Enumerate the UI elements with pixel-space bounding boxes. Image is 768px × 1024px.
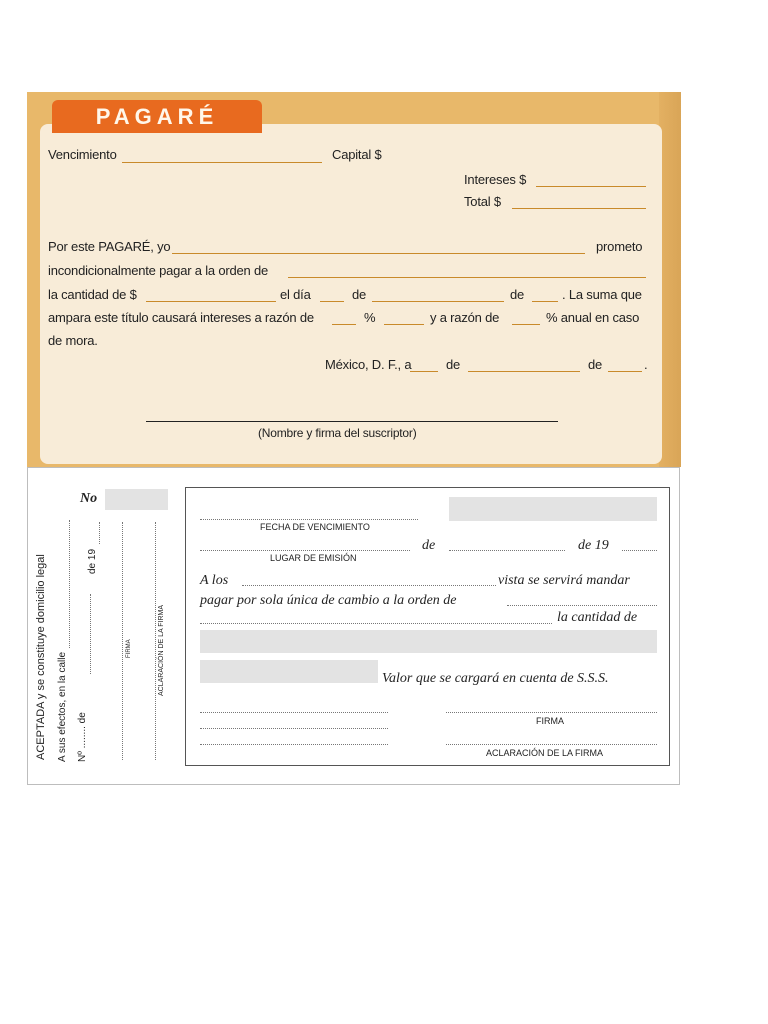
percent-label-1: % [364, 310, 376, 325]
orden-de-field[interactable] [288, 277, 646, 278]
cantidad-de-label: la cantidad de [557, 610, 638, 625]
de-19-label: de 19 [578, 538, 609, 553]
domicilio-field[interactable] [90, 594, 91, 674]
pagar-por-label: pagar por sola única de cambio a la orden de [200, 593, 457, 608]
girado-field-2[interactable] [200, 728, 388, 729]
dia-field[interactable] [320, 301, 344, 302]
girado-field-3[interactable] [200, 744, 388, 745]
ampara-label: ampara este título causará intereses a razón de [48, 310, 314, 325]
firma-line[interactable] [446, 712, 657, 713]
valor-label: Valor que se cargará en cuenta de S.S.S. [382, 671, 609, 686]
de-label-4: de [588, 357, 603, 372]
lugar-emision-field[interactable] [200, 550, 410, 551]
importe-field[interactable] [449, 497, 657, 521]
aclaracion-line[interactable] [446, 744, 657, 745]
lugar-fecha-label: México, D. F., a [325, 357, 412, 372]
de-19-side-text: de 19 [87, 548, 98, 574]
firma-side-line[interactable] [122, 522, 123, 760]
suscriptor-name-field[interactable] [172, 253, 585, 254]
por-este-label: Por este PAGARÉ, yo [48, 239, 171, 254]
suscriptor-signature-line[interactable] [146, 421, 558, 422]
total-label: Total $ [464, 194, 501, 209]
capital-label: Capital $ [332, 147, 382, 162]
sus-efectos-text: A sus efectos, en la calle [57, 651, 68, 762]
letra-main-box [185, 487, 670, 766]
intereses-label: Intereses $ [464, 172, 527, 187]
cantidad-field[interactable] [146, 301, 276, 302]
razon-label: y a razón de [430, 310, 500, 325]
period-label: . [644, 357, 648, 372]
a-los-label: A los [200, 573, 229, 588]
cantidad-numeros-field[interactable] [200, 660, 378, 683]
tasa-interes-field[interactable] [332, 324, 356, 325]
mora-label: de mora. [48, 333, 98, 348]
mes-field[interactable] [372, 301, 504, 302]
aclaracion-side-line[interactable] [155, 522, 156, 760]
firma-side-label: FIRMA [126, 639, 132, 658]
fecha-emision-anio-field[interactable] [622, 550, 657, 551]
fecha-dia-field[interactable] [410, 371, 438, 372]
anual-label: % anual en caso [546, 310, 640, 325]
lugar-emision-label: LUGAR DE EMISIÓN [270, 553, 357, 563]
beneficiario-field-2[interactable] [200, 623, 552, 624]
el-dia-label: el día [280, 287, 311, 302]
suscriptor-signature-label: (Nombre y firma del suscriptor) [258, 426, 417, 440]
plazo-field[interactable] [242, 585, 496, 586]
fecha-anio-field[interactable] [608, 371, 642, 372]
cantidad-letras-field[interactable] [200, 630, 657, 653]
prometo-label: prometo [596, 239, 643, 254]
anio-side-field[interactable] [99, 522, 100, 544]
firma-label: FIRMA [536, 716, 564, 726]
intereses-field[interactable] [536, 186, 646, 187]
de-label-a: de [422, 538, 436, 553]
vista-label: vista se servirá mandar [498, 573, 630, 588]
de-label-3: de [446, 357, 461, 372]
numero-field[interactable] [105, 489, 168, 510]
incondicional-label: incondicionalmente pagar a la orden de [48, 263, 269, 278]
girado-field-1[interactable] [200, 712, 388, 713]
tasa-moratoria-field[interactable] [512, 324, 540, 325]
beneficiario-field[interactable] [507, 605, 657, 606]
total-field[interactable] [512, 208, 646, 209]
fecha-vencimiento-field[interactable] [200, 519, 418, 520]
de-label-2: de [510, 287, 525, 302]
pagare-title: PAGARÉ [95, 104, 219, 129]
aclaracion-side-label: ACLARACIÓN DE LA FIRMA [158, 604, 165, 696]
anio-field[interactable] [532, 301, 558, 302]
vencimiento-label: Vencimiento [48, 147, 117, 162]
fecha-mes-field[interactable] [468, 371, 580, 372]
numero-label: No [80, 491, 98, 506]
calle-field[interactable] [69, 520, 70, 648]
suma-label: . La suma que [562, 287, 642, 302]
tasa-blank-field[interactable] [384, 324, 424, 325]
fecha-emision-mes-field[interactable] [449, 550, 565, 551]
aceptada-text: ACEPTADA y se constituye domicilio legal [35, 554, 47, 760]
fecha-vencimiento-label: FECHA DE VENCIMIENTO [260, 522, 370, 532]
de-label-1: de [352, 287, 367, 302]
numero-de-text: Nº ........ de [77, 712, 88, 762]
vencimiento-field[interactable] [122, 162, 322, 163]
cantidad-label: la cantidad de $ [48, 287, 137, 302]
aclaracion-label: ACLARACIÓN DE LA FIRMA [486, 748, 604, 758]
